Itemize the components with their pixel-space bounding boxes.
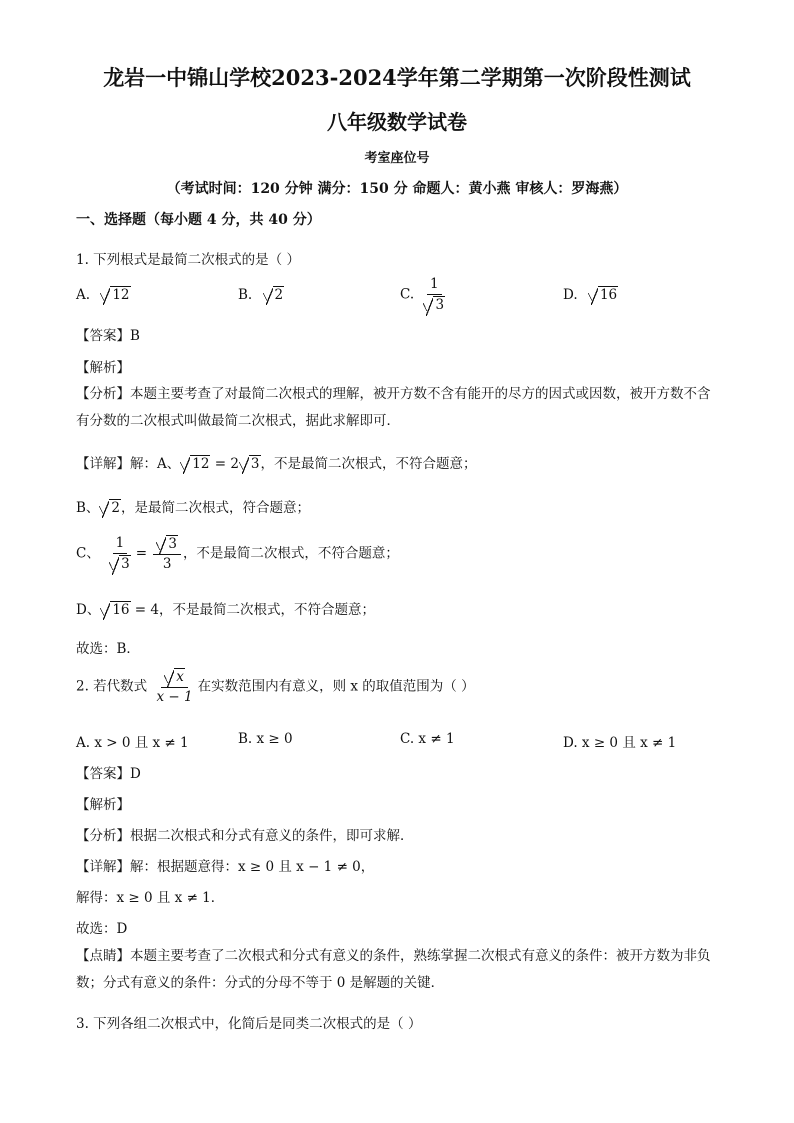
sqrt-symbol bbox=[164, 668, 185, 686]
exam-info: （考试时间：120 分钟 满分：150 分 命题人：黄小燕 审核人：罗海燕） bbox=[166, 181, 628, 197]
q1-option-b-label: B. bbox=[238, 287, 253, 303]
q1-option-c-label: C. bbox=[400, 286, 415, 303]
q1-option-b-value: 2 bbox=[274, 287, 284, 303]
q2-stem-prefix: 2. 若代数式 bbox=[76, 678, 152, 695]
q1-stem: 1. 下列根式是最简二次根式的是（ ） bbox=[76, 252, 300, 268]
q2-key-point: 【点睛】本题主要考查了二次根式和分式有意义的条件，熟练掌握二次根式有意义的条件：被开方数为非负数；分式有意义的条件：分式的分母不等于 0 是解题的关键． bbox=[76, 948, 711, 991]
q1-detail-d-tail: ，不是最简二次根式，不符合题意； bbox=[159, 602, 375, 618]
q1-detail-a-radicand2: 3 bbox=[250, 456, 260, 472]
q1-option-c bbox=[400, 276, 450, 314]
q2-option-c: C. x ≠ 1 bbox=[400, 731, 455, 747]
q2-detail: 【详解】解：根据题意得：x ≥ 0 且 x − 1 ≠ 0， bbox=[76, 859, 375, 875]
q1-option-d-value: 16 bbox=[599, 287, 618, 303]
q1-detail-c-equals: = bbox=[135, 545, 148, 562]
q1-detail-c-denominator2: 3 bbox=[162, 556, 172, 572]
sqrt-symbol bbox=[99, 499, 121, 516]
q1-detail-c-denominator: 3 bbox=[121, 556, 130, 572]
q1-detail-d-equals: = 4 bbox=[130, 602, 159, 618]
q1-detail-b-prefix: B、 bbox=[76, 500, 100, 516]
sqrt-symbol bbox=[239, 455, 261, 472]
q2-stem-suffix: 在实数范围内有意义，则 x 的取值范围为（ ） bbox=[197, 678, 475, 695]
q1-detail-d-prefix: D、 bbox=[76, 602, 101, 618]
q1-option-a-label: A. bbox=[76, 287, 91, 303]
q1-detail-a-tail: ，不是最简二次根式，不符合题意； bbox=[260, 456, 477, 472]
q2-option-a: A. x > 0 且 x ≠ 1 bbox=[76, 735, 189, 751]
fraction bbox=[153, 668, 195, 706]
q1-analysis-tag: 【解析】 bbox=[76, 360, 130, 376]
seat-number-label: 考室座位号 bbox=[364, 151, 430, 166]
fraction bbox=[153, 535, 181, 573]
q2-fraction-numerator: x bbox=[176, 669, 184, 685]
q1-option-a bbox=[76, 286, 131, 303]
q1-option-a-value: 12 bbox=[112, 287, 130, 303]
q2-solve: 解得：x ≥ 0 且 x ≠ 1． bbox=[76, 890, 225, 906]
q1-detail-prefix: 【详解】解：A、 bbox=[76, 456, 181, 472]
q1-detail-c-numerator: 1 bbox=[113, 535, 128, 554]
q1-detail-c bbox=[76, 535, 399, 573]
q1-analysis-text: 【分析】本题主要考查了对最简二次根式的理解，被开方数不含有能开的尽方的因式或因数，被开方数不含有分数的二次根式叫做最简二次根式，据此求解即可． bbox=[76, 386, 711, 429]
q2-stem bbox=[76, 668, 475, 706]
sqrt-symbol bbox=[180, 455, 210, 472]
q1-detail-b bbox=[76, 496, 310, 516]
sqrt-symbol bbox=[109, 555, 131, 573]
q1-option-d bbox=[563, 286, 618, 303]
sqrt-symbol bbox=[100, 286, 130, 303]
q2-option-d: D. x ≥ 0 且 x ≠ 1 bbox=[563, 735, 677, 751]
q2-option-b: B. x ≥ 0 bbox=[238, 731, 293, 747]
q3-stem: 3. 下列各组二次根式中，化简后是同类二次根式的是（ ） bbox=[76, 1016, 422, 1032]
q2-conclusion: 故选：D bbox=[76, 921, 128, 937]
q1-detail-b-radicand: 2 bbox=[111, 500, 121, 516]
sqrt-symbol bbox=[263, 286, 285, 303]
q1-detail-c-numerator2: 3 bbox=[168, 536, 177, 552]
q2-analysis-tag: 【解析】 bbox=[76, 797, 130, 813]
sqrt-symbol bbox=[423, 296, 445, 314]
q1-detail-c-tail: ，不是最简二次根式，不符合题意； bbox=[182, 545, 399, 562]
sqrt-symbol bbox=[100, 601, 130, 618]
q2-answer: 【答案】D bbox=[76, 766, 141, 782]
q1-detail-a-equals: = 2 bbox=[210, 456, 239, 472]
fraction bbox=[106, 535, 134, 573]
q1-option-b bbox=[238, 286, 284, 303]
q1-detail-b-tail: ，是最简二次根式，符合题意； bbox=[121, 500, 311, 516]
fraction bbox=[420, 276, 448, 314]
q2-analysis-text: 【分析】根据二次根式和分式有意义的条件，即可求解． bbox=[76, 828, 414, 844]
q1-answer: 【答案】B bbox=[76, 328, 140, 344]
q1-detail-c-prefix: C、 bbox=[76, 545, 100, 562]
q1-detail-d-radicand: 16 bbox=[112, 602, 130, 618]
section-heading: 一、选择题（每小题 4 分，共 40 分） bbox=[76, 212, 321, 228]
q2-fraction-denominator: x − 1 bbox=[156, 689, 193, 705]
exam-title: 龙岩一中锦山学校2023-2024学年第二学期第一次阶段性测试 bbox=[103, 65, 691, 90]
q1-option-c-numerator: 1 bbox=[427, 276, 442, 295]
sqrt-symbol bbox=[588, 286, 618, 303]
q1-detail-d bbox=[76, 598, 375, 618]
q1-conclusion: 故选：B． bbox=[76, 641, 140, 657]
q1-detail-a bbox=[76, 452, 477, 472]
q1-option-d-label: D. bbox=[563, 287, 578, 303]
q1-option-c-denominator: 3 bbox=[435, 297, 445, 313]
exam-subtitle: 八年级数学试卷 bbox=[327, 110, 467, 134]
sqrt-symbol bbox=[156, 535, 178, 553]
q1-detail-a-radicand: 12 bbox=[192, 456, 210, 472]
